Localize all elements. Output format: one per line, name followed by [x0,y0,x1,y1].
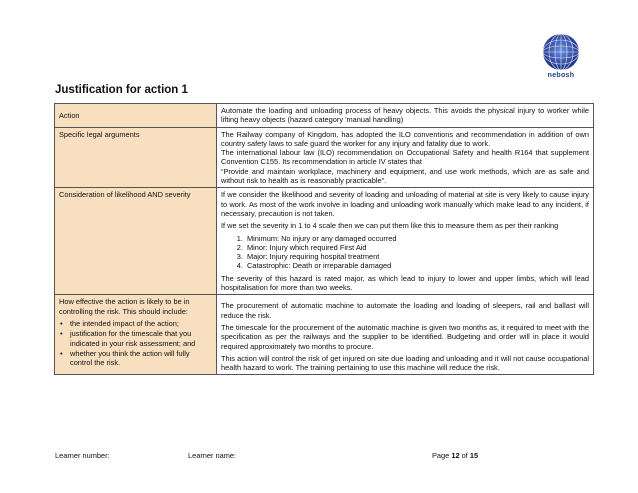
section-title: Justification for action 1 [55,84,188,96]
table-row-legal [55,127,594,188]
footer-page-indicator [432,451,478,460]
legal-line: The Railway company of Kingdom, has adopted the ILO conventions and recommendation in addition of own country safety laws to safe guard the worker for any injury and fatality due to work. [221,129,589,148]
effectiveness-paragraph: This action will control the risk of get injured on site due loading and unloading and it will not cause occupational health hazard to work. The training pertaining to use this machine will reduce the risk. [221,353,589,373]
table-row-likelihood [55,188,594,295]
legal-content [217,127,594,188]
row-label-legal: Specific legal arguments [55,127,217,188]
likelihood-content [217,188,594,295]
legal-line: The international labour law (ILO) recommendation on Occupational Safety and health R164 that supplement Convention C155. Its recommendation in article IV states that [221,148,589,167]
page-of: of [461,451,468,460]
page-current: 12 [451,451,460,460]
likelihood-paragraph: If we set the severity in 1 to 4 scale then we can put them like this to measure them as per their ranking [221,221,559,231]
nebosh-logo [540,32,582,79]
legal-line: “Provide and maintain workplace, machinery and equipment, and use work methods, which are as safe and without risk to health as is reasonably practicable”. [221,166,589,186]
table-row-effectiveness [55,295,594,375]
effectiveness-label-text: How effective the action is likely to be in controlling the risk. This should include: [59,297,190,316]
justification-table [54,103,594,375]
globe-logo-icon [541,32,581,72]
footer-learner-name: Learner name: [188,451,237,460]
page-total: 15 [469,451,479,460]
list-item: • the intended impact of the action; [70,319,212,328]
row-label-effectiveness [55,295,217,375]
criteria-list [59,319,212,367]
action-content [217,104,594,128]
row-label-action: Action [55,104,217,128]
list-item: 3. Major: Injury requiring hospital treatment [245,252,589,261]
row-label-likelihood: Consideration of likelihood AND severity [55,188,217,295]
effectiveness-paragraph: The procurement of automatic machine to automate the loading and loading of sleepers, rail and ballast will reduce the risk. [221,301,589,320]
list-item: 4. Catastrophic: Death or irreparable damaged [245,261,589,270]
page-prefix: Page [432,451,450,460]
effectiveness-content [217,295,594,375]
list-item: • justification for the timescale that you indicated in your risk assessment; and [70,329,212,348]
list-item: 1. Minimum: No injury or any damaged occurred [245,234,589,243]
footer-learner-number: Learner number: [55,451,110,460]
likelihood-paragraph: The severity of this hazard is rated major, as which lead to injury to lower and upper limbs, which will lead hospitalisation for more than two weeks. [221,273,589,293]
effectiveness-paragraph: The timescale for the procurement of the automatic machine is given two months as, it required to meet with the specification as per the railways and the supplier to be identified. Budgeting and order will in place it would required approximately two months to procure. [221,322,589,351]
list-item: • whether you think the action will fully control the risk. [70,349,212,368]
table-row-action [55,104,594,128]
list-item: 2. Minor: Injury which required First Aid [245,243,589,252]
logo-text: nebosh [547,72,575,79]
action-text: Automate the loading and unloading process of heavy objects. This avoids the physical injury to worker while lifting heavy objects (hazard category 'manual handling) [221,106,589,125]
likelihood-paragraph: If we consider the likelihood and severity of loading and unloading of material at site is very likely to cause injury to work. As most of the work involve in loading and unloading work manually which make lead to any incident, if necessary, precaution is not taken. [221,190,589,218]
severity-ranking-list [221,234,589,271]
